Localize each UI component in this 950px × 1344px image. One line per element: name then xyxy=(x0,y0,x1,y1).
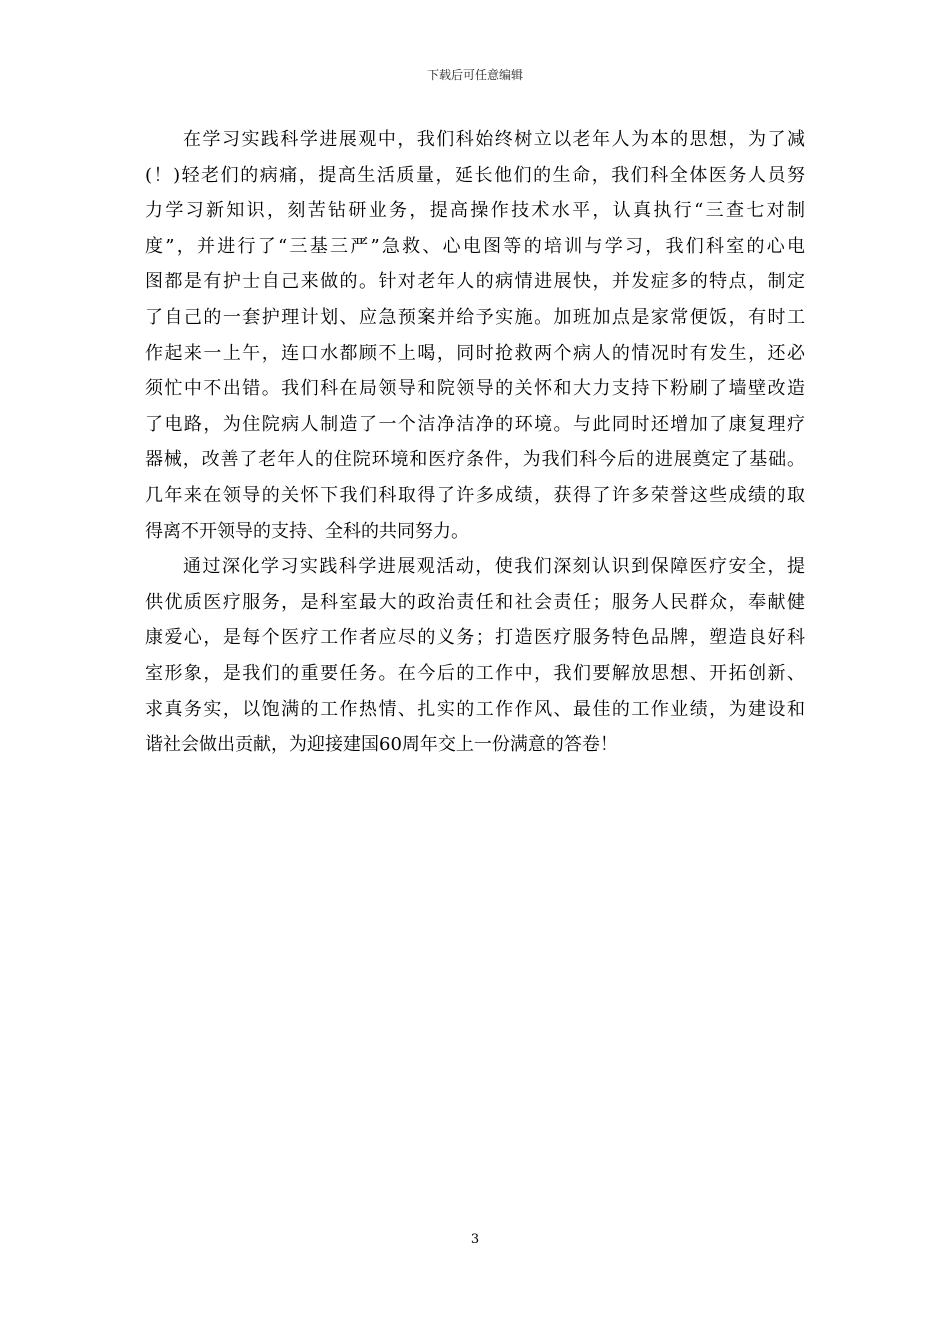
text-line: 在学习实践科学进展观中，我们科始终树立以老年人为本的思想，为了减 xyxy=(183,129,805,150)
text-line: 通过深化学习实践科学进展观活动，使我们深刻认识到保障医疗安全，提 xyxy=(183,556,805,578)
paragraph-2 xyxy=(145,549,805,763)
text-line: 室形象，是我们的重要任务。在今后的工作中，我们要解放思想、开拓创新、 xyxy=(145,662,805,684)
document-body xyxy=(145,122,805,763)
text-line: 了电路，为住院病人制造了一个洁净洁净的环境。与此同时还增加了康复理疗 xyxy=(145,413,805,435)
text-line: 康爱心，是每个医疗工作者应尽的义务；打造医疗服务特色品牌，塑造良好科 xyxy=(145,627,805,649)
text-line: 度”，并进行了“三基三严”急救、心电图等的培训与学习，我们科室的心电 xyxy=(145,235,805,257)
text-line: (！)轻老们的病痛，提高生活质量，延长他们的生命，我们科全体医务人员努 xyxy=(145,164,805,186)
text-line: 图都是有护士自己来做的。针对老年人的病情进展快，并发症多的特点，制定 xyxy=(145,271,805,293)
paragraph-1 xyxy=(145,122,805,549)
text-line: 了自己的一套护理计划、应急预案并给予实施。加班加点是家常便饭，有时工 xyxy=(145,306,805,328)
text-line: 器械，改善了老年人的住院环境和医疗条件，为我们科今后的进展奠定了基础。 xyxy=(145,449,805,471)
page-header: 下载后可任意编辑 xyxy=(426,68,523,82)
text-line: 得离不开领导的支持、全科的共同努力。 xyxy=(145,520,469,542)
text-line: 求真务实，以饱满的工作热情、扎实的工作作风、最佳的工作业绩，为建设和 xyxy=(145,698,805,720)
page-number: 3 xyxy=(470,1232,480,1247)
text-line: 力学习新知识，刻苦钻研业务，提高操作技术水平，认真执行“三查七对制 xyxy=(145,200,805,222)
text-line: 谐社会做出贡献，为迎接建国60周年交上一份满意的答卷！ xyxy=(145,734,618,756)
text-line: 作起来一上午，连口水都顾不上喝，同时抢救两个病人的情况时有发生，还必 xyxy=(145,342,805,364)
text-line: 须忙中不出错。我们科在局领导和院领导的关怀和大力支持下粉刷了墙壁改造 xyxy=(145,378,805,400)
text-line: 供优质医疗服务，是科室最大的政治责任和社会责任；服务人民群众，奉献健 xyxy=(145,591,805,613)
text-line: 几年来在领导的关怀下我们科取得了许多成绩，获得了许多荣誉这些成绩的取 xyxy=(145,484,805,506)
